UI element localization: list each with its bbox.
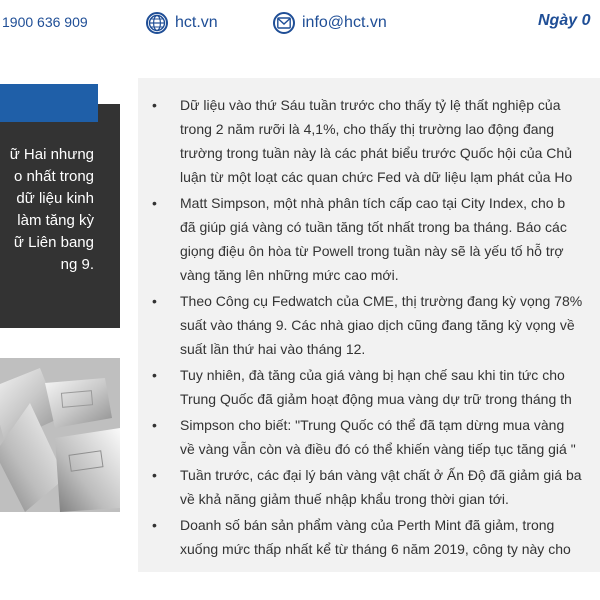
list-item — [152, 191, 600, 287]
bullet-line: Tuần trước, các đại lý bán vàng vật chất ở Ấn Độ đã giảm giá ba — [180, 467, 582, 483]
bullet-line: suất lần thứ hai vào tháng 12. — [180, 341, 366, 357]
globe-icon — [146, 12, 168, 34]
summary-line: o nhất trong — [13, 168, 94, 185]
bullet-icon: • — [152, 97, 157, 113]
bullet-line: Theo Công cụ Fedwatch của CME, thị trường đang kỳ vọng 78% — [180, 293, 583, 309]
email-link[interactable] — [273, 12, 387, 34]
list-item — [152, 289, 600, 361]
summary-text — [0, 144, 94, 276]
bullet-line: trường trong tuần này là các phát biểu trước Quốc hội của Chủ — [180, 145, 572, 161]
list-item — [152, 513, 600, 561]
envelope-icon — [273, 12, 295, 34]
list-item — [152, 363, 600, 411]
bullet-line: luận từ một loạt các quan chức Fed và dữ liệu lạm phát của Ho — [180, 169, 573, 185]
summary-line: ng 9. — [60, 256, 94, 273]
bullet-line: đã giúp giá vàng có tuần tăng tốt nhất trong ba tháng. Báo các — [180, 219, 567, 235]
bullet-icon: • — [152, 367, 157, 383]
bullet-icon: • — [152, 293, 157, 309]
bullet-line: về vàng vẫn còn và điều đó có thể khiến vàng tiếp tục tăng giá " — [180, 441, 576, 457]
header-bar — [0, 0, 600, 50]
list-item — [152, 413, 600, 461]
website-text: hct.vn — [175, 14, 218, 31]
bullet-line: Simpson cho biết: "Trung Quốc có thể đã tạm dừng mua vàng — [180, 417, 565, 433]
bullet-icon: • — [152, 517, 157, 533]
bullet-line: suất vào tháng 9. Các nhà giao dịch cũng đang tăng kỳ vọng về — [180, 317, 575, 333]
bullet-icon: • — [152, 417, 157, 433]
summary-line: làm tăng kỳ — [17, 212, 94, 229]
content-panel — [138, 78, 600, 572]
bullet-icon: • — [152, 467, 157, 483]
website-link[interactable] — [146, 12, 218, 34]
summary-line: ữ Hai nhưng — [9, 146, 94, 163]
list-item — [152, 93, 600, 189]
date-label: Ngày 0 — [538, 12, 591, 29]
bullet-icon: • — [152, 195, 157, 211]
accent-box — [0, 84, 98, 122]
bullet-line: giọng điệu ôn hòa từ Powell trong tuần này sẽ là yếu tố hỗ trợ — [180, 243, 564, 259]
bullet-line: Trung Quốc đã giảm hoạt động mua vàng dự trữ trong tháng th — [180, 391, 572, 407]
bullet-line: xuống mức thấp nhất kể từ tháng 6 năm 2019, công ty này cho — [180, 541, 571, 557]
phone-number[interactable]: 1900 636 909 — [2, 14, 88, 30]
bullet-line: trong 2 năm rưỡi là 4,1%, cho thấy thị trường lao động đang — [180, 121, 555, 137]
bullet-list — [152, 93, 600, 563]
summary-line: dữ liệu kinh — [16, 190, 94, 207]
list-item — [152, 463, 600, 511]
bullet-line: Matt Simpson, một nhà phân tích cấp cao tại City Index, cho b — [180, 195, 566, 211]
bullet-line: vàng tăng lên những mức cao mới. — [180, 267, 399, 283]
bullet-line: Tuy nhiên, đà tăng của giá vàng bị hạn chế sau khi tin tức cho — [180, 367, 565, 383]
bullet-line: Dữ liệu vào thứ Sáu tuần trước cho thấy tỷ lệ thất nghiệp của — [180, 97, 561, 113]
email-text: info@hct.vn — [302, 14, 387, 31]
bullet-line: về khả năng giảm thuế nhập khẩu trong thời gian tới. — [180, 491, 509, 507]
bullet-line: Doanh số bán sản phẩm vàng của Perth Mint đã giảm, trong — [180, 517, 555, 533]
summary-line: ữ Liên bang — [13, 234, 94, 251]
silver-bars-image — [0, 358, 120, 512]
